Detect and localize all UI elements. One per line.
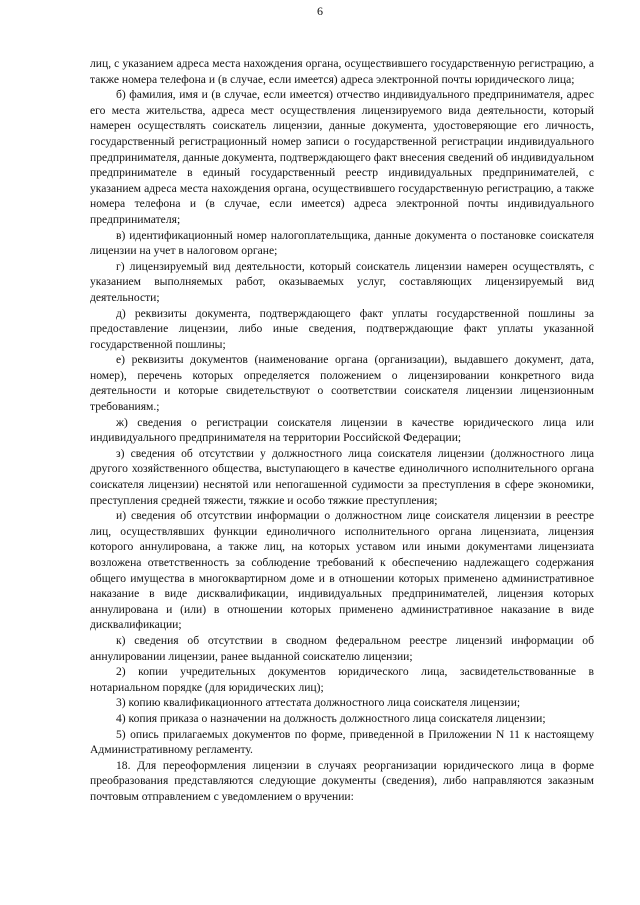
paragraph-item-5: 5) опись прилагаемых документов по форме, приведенной в Приложении N 11 к настоящему Административному регламенту.: [90, 727, 594, 757]
paragraph-item-zh: ж) сведения о регистрации соискателя лицензии в качестве юридического лица или индивидуального предпринимателя на территории Российской Федерации;: [90, 415, 594, 445]
paragraph-item-k: к) сведения об отсутствии в сводном федеральном реестре лицензий информации об аннулировании лицензии, ранее выданной соискателю лицензии;: [90, 633, 594, 663]
paragraph-item-d: д) реквизиты документа, подтверждающего факт уплаты государственной пошлины за предоставление лицензии, либо иные сведения, подтверждающие факт уплаты указанной государственной пошлины;: [90, 306, 594, 351]
paragraph-item-3: 3) копию квалификационного аттестата должностного лица соискателя лицензии;: [116, 696, 521, 710]
paragraph-item-i: и) сведения об отсутствии информации о должностном лице соискателя лицензии в реестре лиц, осуществлявших функции единоличного исполнительного органа лицензиата, лицензия которого аннулирована, а также лиц, на которых уставом или иными документами лицензиата возложена ответственность за соблюдение требований к обеспечению надлежащего содержания общего имущества в многоквартирном доме и в отношении которых применено административное наказание в виде дисквалификации, индивидуальных предпринимателей, лицензия которых аннулирована и (или) в отношении которых применено административное наказание в виде дисквалификации;: [90, 509, 594, 632]
paragraph-section-18: 18. Для переоформления лицензии в случаях реорганизации юридического лица в форме преобразования представляются следующие документы (сведения), либо направляются заказным почтовым отправлением с уведомлением о вручении:: [90, 758, 594, 803]
paragraph-legal-entity-continuation: лиц, с указанием адреса места нахождения органа, осуществившего государственную регистрацию, а также номера телефона и (в случае, если имеется) адреса электронной почты юридического лица;: [90, 57, 594, 86]
paragraph-item-z: з) сведения об отсутствии у должностного лица соискателя лицензии (должностного лица другого хозяйственного общества, выступающего в качестве единоличного исполнительного органа соискателя лицензии) неснятой или непогашенной судимости за преступления в сфере экономики, преступления средней тяжести, тяжкие и особо тяжкие преступления;: [90, 446, 594, 507]
paragraph-item-e: е) реквизиты документов (наименование органа (организации), выдавшего документ, дата, номер), перечень которых определяется положением о лицензировании конкретного вида деятельности и которые свидетельствуют о соответствии соискателя лицензии лицензионным требованиям.;: [90, 353, 594, 414]
paragraph-item-v: в) идентификационный номер налогоплательщика, данные документа о постановке соискателя лицензии на учет в налоговом органе;: [90, 228, 594, 258]
paragraph-item-4: 4) копия приказа о назначении на должность должностного лица соискателя лицензии;: [116, 711, 546, 725]
page-number: 6: [317, 4, 323, 18]
paragraph-item-b: б) фамилия, имя и (в случае, если имеется) отчество индивидуального предпринимателя, адрес его места жительства, адреса мест осуществления лицензируемого вида деятельности, который намерен осуществлять соискатель лицензии, данные документа, удостоверяющие его личность, государственный регистрационный номер записи о государственной регистрации индивидуального предпринимателя, данные документа, подтверждающего факт внесения сведений об индивидуальном предпринимателе в единый государственный реестр индивидуальных предпринимателей, с указанием адреса места нахождения органа, осуществившего государственную регистрацию, а также номера телефона и (в случае, если имеется) адреса электронной почты индивидуального предпринимателя;: [90, 88, 594, 226]
document-body: [90, 56, 594, 805]
paragraph-item-2: 2) копии учредительных документов юридического лица, засвидетельствованные в нотариальном порядке (для юридических лиц);: [90, 665, 594, 694]
paragraph-item-g: г) лицензируемый вид деятельности, который соискатель лицензии намерен осуществлять, с указанием выполняемых работ, оказываемых услуг, составляющих лицензируемый вид деятельности;: [90, 259, 594, 304]
